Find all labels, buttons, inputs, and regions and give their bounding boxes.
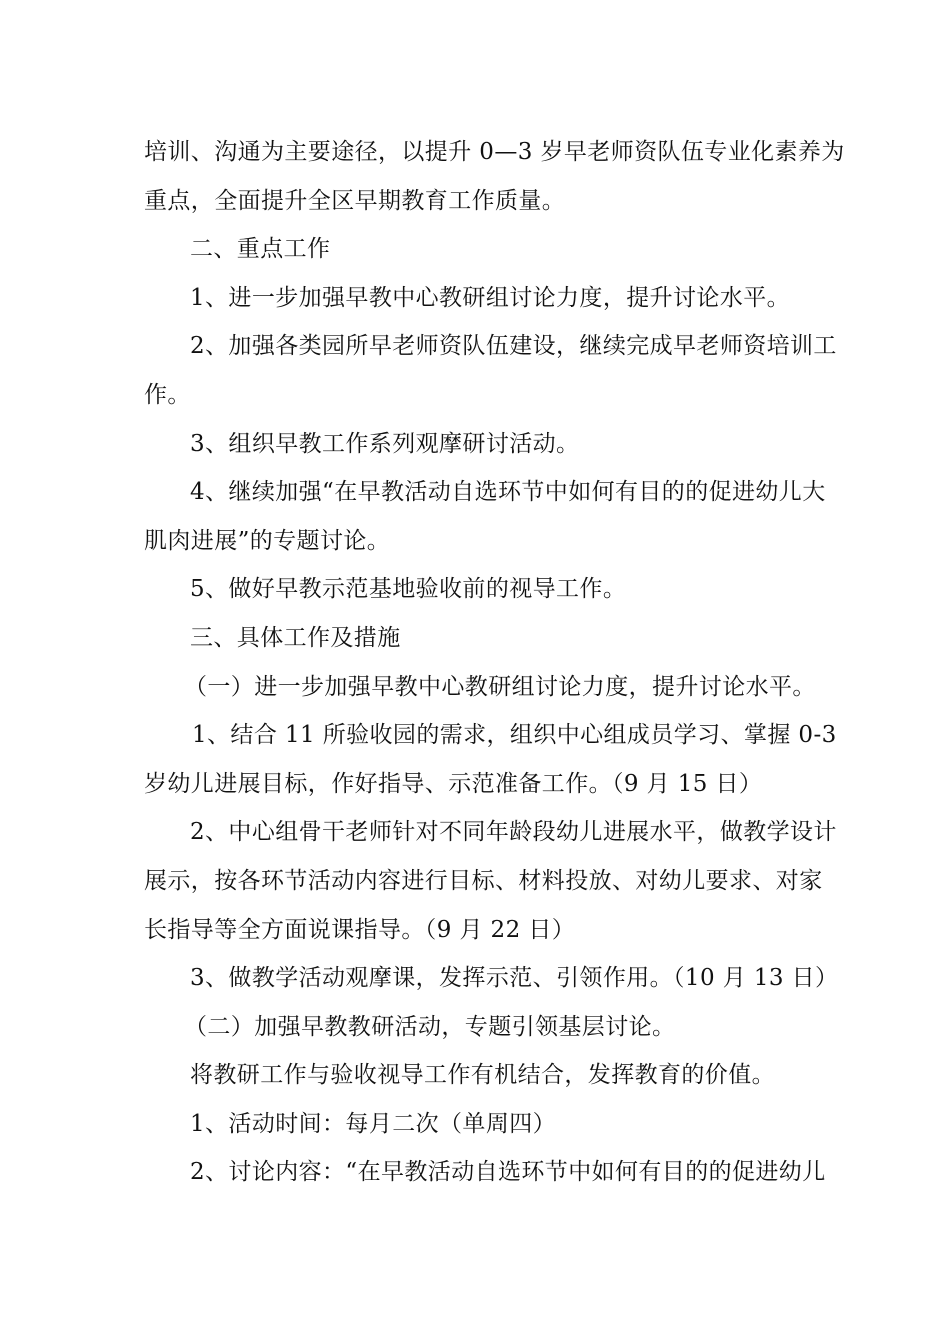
body-line: 作。 — [144, 381, 191, 408]
body-line: 长指导等全方面说课指导。（9 月 22 日） — [144, 916, 576, 943]
body-line: 肌肉进展”的专题讨论。 — [144, 527, 391, 554]
list-item: 1、进一步加强早教中心教研组讨论力度，提升讨论水平。 — [190, 284, 791, 311]
section-heading: 二、重点工作 — [190, 236, 331, 263]
list-item: 2、中心组骨干老师针对不同年龄段幼儿进展水平，做教学设计 — [190, 819, 837, 846]
body-line: 重点，全面提升全区早期教育工作质量。 — [144, 187, 566, 214]
list-item: 4、继续加强“在早教活动自选环节中如何有目的的促进幼儿大 — [190, 479, 826, 506]
section-heading: 三、具体工作及措施 — [190, 624, 401, 651]
body-line: 培训、沟通为主要途径，以提升 0—3 岁早老师资队伍专业化素养为 — [144, 139, 845, 165]
list-item: 2、讨论内容：“在早教活动自选环节中如何有目的的促进幼儿 — [190, 1159, 826, 1186]
body-line: 岁幼儿进展目标，作好指导、示范准备工作。（9 月 15 日） — [144, 770, 763, 797]
list-item: 1、结合 11 所验收园的需求，组织中心组成员学习、掌握 0-3 — [192, 722, 837, 749]
body-paragraph: 将教研工作与验收视导工作有机结合，发挥教育的价值。 — [190, 1062, 775, 1089]
list-item: 3、做教学活动观摩课，发挥示范、引领作用。（10 月 13 日） — [190, 965, 839, 992]
list-item: 3、组织早教工作系列观摩研讨活动。 — [190, 430, 580, 457]
list-item: 2、加强各类园所早老师资队伍建设，继续完成早老师资培训工 — [190, 333, 837, 360]
list-item: 1、活动时间：每月二次（单周四） — [190, 1110, 557, 1137]
subsection-heading: （二）加强早教教研活动，专题引领基层讨论。 — [184, 1013, 676, 1040]
subsection-heading: （一）进一步加强早教中心教研组讨论力度，提升讨论水平。 — [184, 673, 816, 700]
list-item: 5、做好早教示范基地验收前的视导工作。 — [190, 576, 627, 603]
body-line: 展示，按各环节活动内容进行目标、材料投放、对幼儿要求、对家 — [144, 867, 823, 894]
document-body — [144, 128, 845, 1197]
